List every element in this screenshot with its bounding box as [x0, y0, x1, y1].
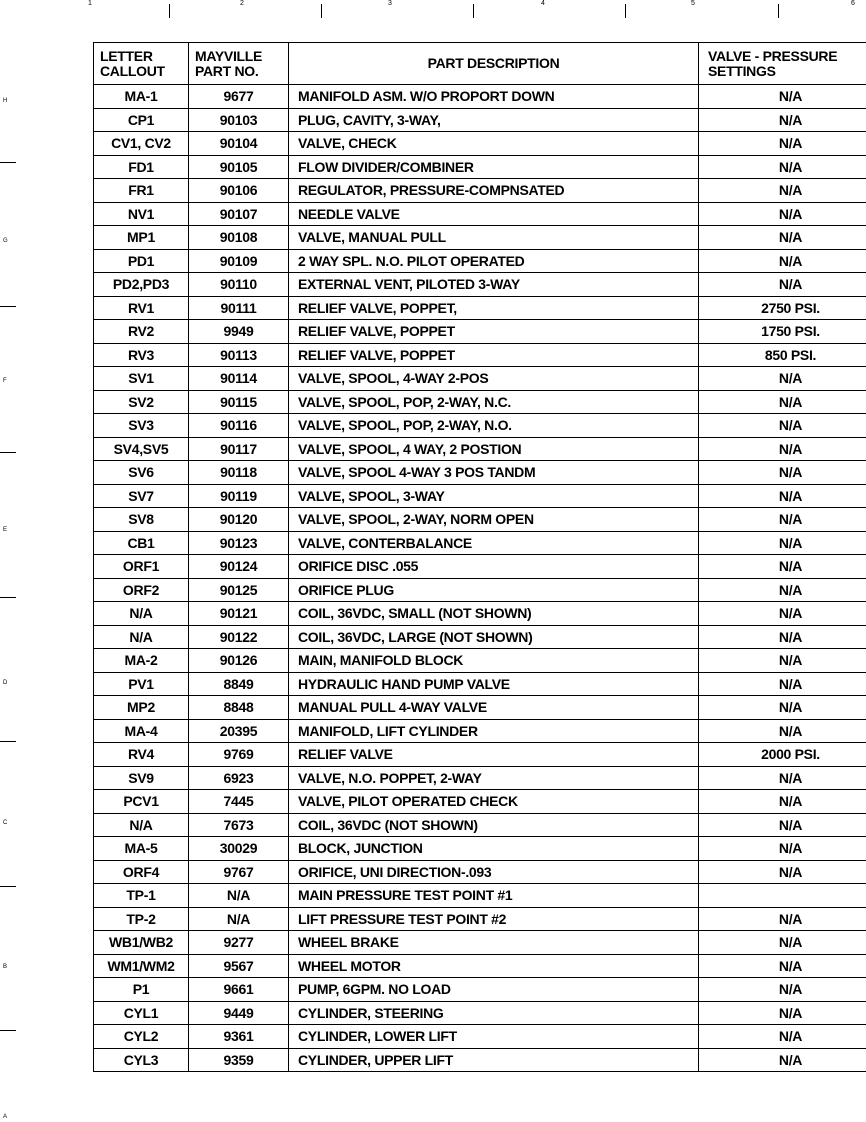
table-row — [94, 907, 866, 931]
table-row — [94, 249, 866, 273]
valve-pressure-cell: N/A — [699, 790, 866, 814]
valve-pressure-cell: N/A — [699, 766, 866, 790]
valve-pressure-cell: N/A — [699, 555, 866, 579]
table-row — [94, 1048, 866, 1072]
zone-tick — [625, 4, 626, 18]
part-number-cell: 9769 — [189, 743, 289, 767]
part-number-cell: 9677 — [189, 85, 289, 109]
table-row — [94, 155, 866, 179]
letter-callout-cell: SV8 — [94, 508, 189, 532]
valve-pressure-cell: N/A — [699, 85, 866, 109]
part-description-cell: COIL, 36VDC, LARGE (NOT SHOWN) — [289, 625, 699, 649]
part-description-cell: RELIEF VALVE, POPPET — [289, 320, 699, 344]
table-row — [94, 766, 866, 790]
zone-tick — [778, 4, 779, 18]
table-row — [94, 790, 866, 814]
part-number-cell: 90113 — [189, 343, 289, 367]
part-description-cell: RELIEF VALVE, POPPET, — [289, 296, 699, 320]
letter-callout-cell: P1 — [94, 978, 189, 1002]
letter-callout-header-text: LETTER CALLOUT — [100, 47, 165, 79]
valve-pressure-cell: N/A — [699, 437, 866, 461]
part-number-cell: 90108 — [189, 226, 289, 250]
letter-callout-header — [94, 43, 189, 85]
letter-callout-cell: SV7 — [94, 484, 189, 508]
part-number-cell: 7445 — [189, 790, 289, 814]
table-row — [94, 954, 866, 978]
valve-pressure-cell: N/A — [699, 132, 866, 156]
part-number-cell: N/A — [189, 884, 289, 908]
table-row — [94, 132, 866, 156]
valve-pressure-cell: N/A — [699, 367, 866, 391]
valve-pressure-cell: N/A — [699, 226, 866, 250]
zone-letter: A — [3, 1114, 8, 1120]
part-description-cell: VALVE, SPOOL, 3-WAY — [289, 484, 699, 508]
part-description-header — [289, 43, 699, 85]
letter-callout-cell: PD1 — [94, 249, 189, 273]
valve-pressure-cell: N/A — [699, 649, 866, 673]
valve-pressure-cell: N/A — [699, 1001, 866, 1025]
valve-pressure-cell: N/A — [699, 179, 866, 203]
valve-pressure-cell: N/A — [699, 273, 866, 297]
part-description-cell: VALVE, PILOT OPERATED CHECK — [289, 790, 699, 814]
table-row — [94, 860, 866, 884]
letter-callout-cell: NV1 — [94, 202, 189, 226]
table-row — [94, 531, 866, 555]
valve-pressure-cell: N/A — [699, 954, 866, 978]
table-row — [94, 813, 866, 837]
letter-callout-cell: PCV1 — [94, 790, 189, 814]
part-number-cell: 90123 — [189, 531, 289, 555]
zone-letter: C — [3, 820, 8, 826]
zone-tick — [0, 886, 16, 887]
table-row — [94, 649, 866, 673]
zone-number: 6 — [851, 0, 855, 7]
letter-callout-cell: WM1/WM2 — [94, 954, 189, 978]
part-number-cell: 90117 — [189, 437, 289, 461]
part-number-cell: 90122 — [189, 625, 289, 649]
part-number-cell: 9567 — [189, 954, 289, 978]
letter-callout-cell: ORF2 — [94, 578, 189, 602]
part-number-cell: 8849 — [189, 672, 289, 696]
table-row — [94, 578, 866, 602]
parts-table — [93, 42, 866, 1072]
part-number-cell: 90124 — [189, 555, 289, 579]
part-description-cell: ORIFICE DISC .055 — [289, 555, 699, 579]
table-row — [94, 226, 866, 250]
part-number-cell: 90107 — [189, 202, 289, 226]
table-row — [94, 931, 866, 955]
valve-pressure-cell: N/A — [699, 625, 866, 649]
valve-pressure-cell: N/A — [699, 813, 866, 837]
part-description-cell: CYLINDER, UPPER LIFT — [289, 1048, 699, 1072]
letter-callout-cell: SV1 — [94, 367, 189, 391]
part-number-cell: 90104 — [189, 132, 289, 156]
valve-pressure-cell: N/A — [699, 155, 866, 179]
zone-letter: D — [3, 680, 8, 686]
valve-pressure-cell — [699, 884, 866, 908]
part-description-cell: MANUAL PULL 4-WAY VALVE — [289, 696, 699, 720]
part-number-cell: 90110 — [189, 273, 289, 297]
table-row — [94, 202, 866, 226]
table-row — [94, 719, 866, 743]
valve-pressure-cell: N/A — [699, 672, 866, 696]
zone-tick — [0, 741, 16, 742]
valve-pressure-cell: N/A — [699, 837, 866, 861]
part-description-cell: MANIFOLD ASM. W/O PROPORT DOWN — [289, 85, 699, 109]
letter-callout-cell: MA-1 — [94, 85, 189, 109]
valve-pressure-cell: N/A — [699, 484, 866, 508]
letter-callout-cell: RV4 — [94, 743, 189, 767]
part-number-cell: 6923 — [189, 766, 289, 790]
letter-callout-cell: MA-5 — [94, 837, 189, 861]
letter-callout-cell: CV1, CV2 — [94, 132, 189, 156]
part-number-cell: 90125 — [189, 578, 289, 602]
part-no-header-text: MAYVILLE PART NO. — [195, 47, 263, 79]
letter-callout-cell: RV2 — [94, 320, 189, 344]
letter-callout-cell: CB1 — [94, 531, 189, 555]
valve-pressure-cell: N/A — [699, 390, 866, 414]
table-row — [94, 743, 866, 767]
valve-pressure-cell: N/A — [699, 1025, 866, 1049]
part-description-cell: PUMP, 6GPM. NO LOAD — [289, 978, 699, 1002]
part-description-cell: ORIFICE, UNI DIRECTION-.093 — [289, 860, 699, 884]
zone-letter: H — [3, 98, 8, 104]
part-description-cell: ORIFICE PLUG — [289, 578, 699, 602]
letter-callout-cell: WB1/WB2 — [94, 931, 189, 955]
part-description-cell: VALVE, MANUAL PULL — [289, 226, 699, 250]
table-row — [94, 437, 866, 461]
part-number-cell: 90126 — [189, 649, 289, 673]
letter-callout-cell: SV9 — [94, 766, 189, 790]
valve-pressure-cell: N/A — [699, 249, 866, 273]
part-description-cell: VALVE, SPOOL, 2-WAY, NORM OPEN — [289, 508, 699, 532]
part-number-cell: 90103 — [189, 108, 289, 132]
part-description-cell: PLUG, CAVITY, 3-WAY, — [289, 108, 699, 132]
zone-tick — [0, 597, 16, 598]
part-description-cell: VALVE, N.O. POPPET, 2-WAY — [289, 766, 699, 790]
part-description-cell: COIL, 36VDC (NOT SHOWN) — [289, 813, 699, 837]
valve-pressure-header — [699, 43, 866, 85]
part-description-cell: FLOW DIVIDER/COMBINER — [289, 155, 699, 179]
part-number-cell: 90118 — [189, 461, 289, 485]
zone-tick — [473, 4, 474, 18]
letter-callout-cell: CYL1 — [94, 1001, 189, 1025]
part-number-cell: 90106 — [189, 179, 289, 203]
valve-pressure-header-text: VALVE - PRESSURE SETTINGS — [708, 47, 838, 79]
zone-tick — [169, 4, 170, 18]
valve-pressure-cell: N/A — [699, 531, 866, 555]
letter-callout-cell: SV4,SV5 — [94, 437, 189, 461]
part-description-cell: VALVE, SPOOL, 4 WAY, 2 POSTION — [289, 437, 699, 461]
part-number-cell: 9361 — [189, 1025, 289, 1049]
valve-pressure-cell: N/A — [699, 414, 866, 438]
zone-number: 3 — [388, 0, 392, 7]
letter-callout-cell: RV3 — [94, 343, 189, 367]
part-number-cell: 90119 — [189, 484, 289, 508]
part-description-cell: EXTERNAL VENT, PILOTED 3-WAY — [289, 273, 699, 297]
zone-number: 4 — [541, 0, 545, 7]
part-description-cell: VALVE, SPOOL, POP, 2-WAY, N.O. — [289, 414, 699, 438]
zone-tick — [0, 162, 16, 163]
letter-callout-cell: MA-2 — [94, 649, 189, 673]
part-number-cell: 90109 — [189, 249, 289, 273]
part-number-cell: 7673 — [189, 813, 289, 837]
zone-tick — [0, 306, 16, 307]
part-number-cell: 90115 — [189, 390, 289, 414]
zone-letter: E — [3, 527, 8, 533]
table-row — [94, 508, 866, 532]
zone-number: 2 — [240, 0, 244, 7]
part-number-cell: 8848 — [189, 696, 289, 720]
valve-pressure-cell: N/A — [699, 1048, 866, 1072]
table-row — [94, 273, 866, 297]
table-row — [94, 978, 866, 1002]
letter-callout-cell: PD2,PD3 — [94, 273, 189, 297]
part-number-cell: 30029 — [189, 837, 289, 861]
letter-callout-cell: N/A — [94, 625, 189, 649]
letter-callout-cell: MP2 — [94, 696, 189, 720]
letter-callout-cell: RV1 — [94, 296, 189, 320]
zone-letter: B — [3, 964, 8, 970]
table-row — [94, 484, 866, 508]
part-description-cell: COIL, 36VDC, SMALL (NOT SHOWN) — [289, 602, 699, 626]
letter-callout-cell: SV3 — [94, 414, 189, 438]
zone-number: 1 — [88, 0, 92, 7]
part-description-cell: WHEEL MOTOR — [289, 954, 699, 978]
table-row — [94, 343, 866, 367]
letter-callout-cell: TP-2 — [94, 907, 189, 931]
table-row — [94, 602, 866, 626]
letter-callout-cell: MP1 — [94, 226, 189, 250]
part-number-cell: 9767 — [189, 860, 289, 884]
part-number-cell: 9359 — [189, 1048, 289, 1072]
valve-pressure-cell: N/A — [699, 860, 866, 884]
table-row — [94, 625, 866, 649]
table-row — [94, 390, 866, 414]
table-row — [94, 179, 866, 203]
parts-table-body — [94, 85, 866, 1072]
zone-letter: F — [3, 378, 7, 384]
letter-callout-cell: MA-4 — [94, 719, 189, 743]
valve-pressure-cell: 2000 PSI. — [699, 743, 866, 767]
letter-callout-cell: FD1 — [94, 155, 189, 179]
letter-callout-cell: N/A — [94, 602, 189, 626]
table-row — [94, 108, 866, 132]
part-description-cell: MAIN PRESSURE TEST POINT #1 — [289, 884, 699, 908]
part-description-cell: MANIFOLD, LIFT CYLINDER — [289, 719, 699, 743]
part-number-cell: 90120 — [189, 508, 289, 532]
part-description-cell: REGULATOR, PRESSURE-COMPNSATED — [289, 179, 699, 203]
zone-letter: G — [3, 238, 8, 244]
valve-pressure-cell: N/A — [699, 602, 866, 626]
valve-pressure-cell: N/A — [699, 931, 866, 955]
part-description-cell: RELIEF VALVE — [289, 743, 699, 767]
part-number-cell: N/A — [189, 907, 289, 931]
part-description-cell: VALVE, SPOOL, 4-WAY 2-POS — [289, 367, 699, 391]
letter-callout-cell: CYL2 — [94, 1025, 189, 1049]
zone-tick — [321, 4, 322, 18]
letter-callout-cell: CP1 — [94, 108, 189, 132]
valve-pressure-cell: N/A — [699, 578, 866, 602]
part-number-cell: 90116 — [189, 414, 289, 438]
part-description-header-text: PART DESCRIPTION — [427, 55, 560, 71]
part-description-cell: HYDRAULIC HAND PUMP VALVE — [289, 672, 699, 696]
header-row — [94, 43, 866, 85]
letter-callout-cell: FR1 — [94, 179, 189, 203]
valve-pressure-cell: 1750 PSI. — [699, 320, 866, 344]
table-row — [94, 672, 866, 696]
letter-callout-cell: TP-1 — [94, 884, 189, 908]
letter-callout-cell: ORF4 — [94, 860, 189, 884]
part-number-cell: 90105 — [189, 155, 289, 179]
valve-pressure-cell: N/A — [699, 108, 866, 132]
part-number-cell: 20395 — [189, 719, 289, 743]
valve-pressure-cell: N/A — [699, 719, 866, 743]
letter-callout-cell: CYL3 — [94, 1048, 189, 1072]
letter-callout-cell: SV2 — [94, 390, 189, 414]
letter-callout-cell: ORF1 — [94, 555, 189, 579]
zone-number: 5 — [691, 0, 695, 7]
table-row — [94, 1001, 866, 1025]
table-row — [94, 296, 866, 320]
part-description-cell: RELIEF VALVE, POPPET — [289, 343, 699, 367]
part-number-cell: 9661 — [189, 978, 289, 1002]
valve-pressure-cell: N/A — [699, 696, 866, 720]
zone-tick — [0, 1030, 16, 1031]
part-number-cell: 9277 — [189, 931, 289, 955]
part-number-cell: 9949 — [189, 320, 289, 344]
part-description-cell: MAIN, MANIFOLD BLOCK — [289, 649, 699, 673]
table-row — [94, 555, 866, 579]
part-description-cell: 2 WAY SPL. N.O. PILOT OPERATED — [289, 249, 699, 273]
table-row — [94, 884, 866, 908]
valve-pressure-cell: N/A — [699, 461, 866, 485]
part-description-cell: LIFT PRESSURE TEST POINT #2 — [289, 907, 699, 931]
letter-callout-cell: N/A — [94, 813, 189, 837]
table-row — [94, 320, 866, 344]
part-description-cell: CYLINDER, STEERING — [289, 1001, 699, 1025]
part-description-cell: CYLINDER, LOWER LIFT — [289, 1025, 699, 1049]
part-no-header — [189, 43, 289, 85]
part-number-cell: 90114 — [189, 367, 289, 391]
valve-pressure-cell: 850 PSI. — [699, 343, 866, 367]
table-row — [94, 696, 866, 720]
part-number-cell: 90121 — [189, 602, 289, 626]
table-row — [94, 414, 866, 438]
table-row — [94, 837, 866, 861]
valve-pressure-cell: N/A — [699, 907, 866, 931]
valve-pressure-cell: 2750 PSI. — [699, 296, 866, 320]
part-description-cell: WHEEL BRAKE — [289, 931, 699, 955]
valve-pressure-cell: N/A — [699, 508, 866, 532]
part-description-cell: VALVE, SPOOL, POP, 2-WAY, N.C. — [289, 390, 699, 414]
letter-callout-cell: PV1 — [94, 672, 189, 696]
part-number-cell: 90111 — [189, 296, 289, 320]
table-row — [94, 1025, 866, 1049]
table-row — [94, 461, 866, 485]
table-row — [94, 367, 866, 391]
letter-callout-cell: SV6 — [94, 461, 189, 485]
part-description-cell: VALVE, CHECK — [289, 132, 699, 156]
part-description-cell: NEEDLE VALVE — [289, 202, 699, 226]
part-description-cell: BLOCK, JUNCTION — [289, 837, 699, 861]
part-description-cell: VALVE, CONTERBALANCE — [289, 531, 699, 555]
zone-tick — [0, 452, 16, 453]
table-row — [94, 85, 866, 109]
valve-pressure-cell: N/A — [699, 978, 866, 1002]
valve-pressure-cell: N/A — [699, 202, 866, 226]
part-description-cell: VALVE, SPOOL 4-WAY 3 POS TANDM — [289, 461, 699, 485]
part-number-cell: 9449 — [189, 1001, 289, 1025]
